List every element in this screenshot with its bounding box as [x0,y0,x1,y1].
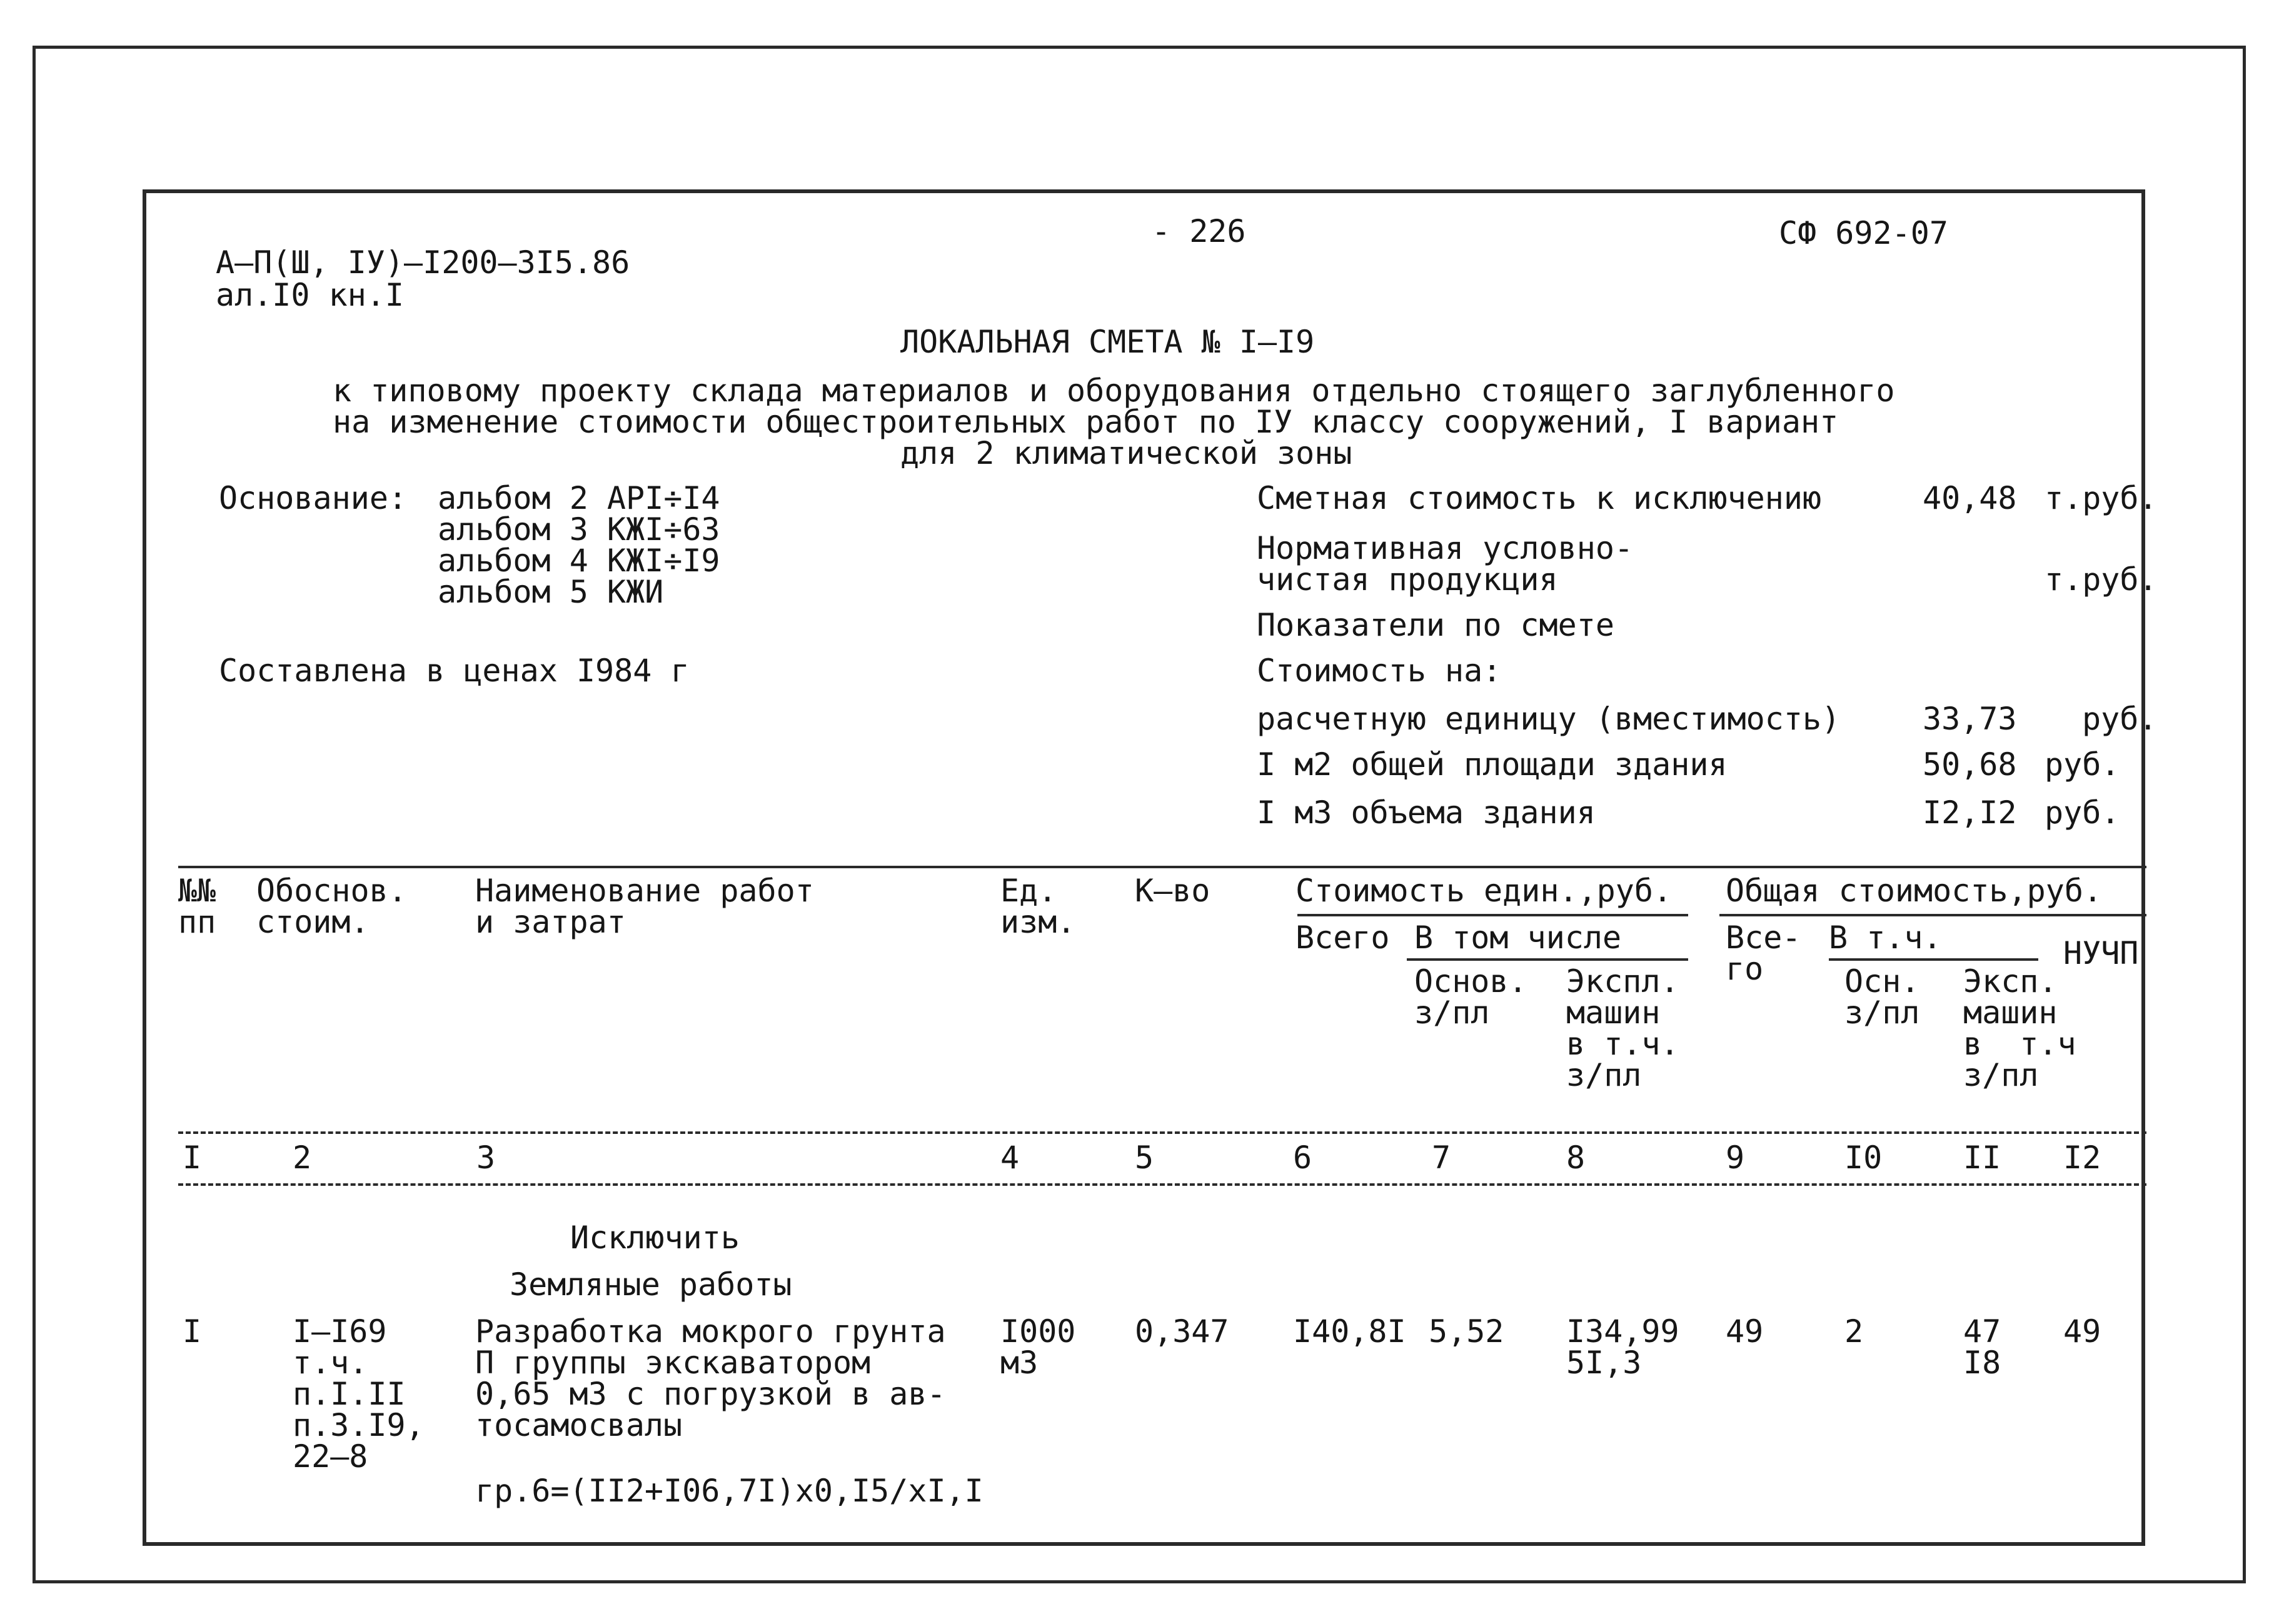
indicator-unit-area: руб. [2045,746,2120,783]
row-total-machines: 47 I8 [1963,1313,2001,1381]
column-number-9: 9 [1726,1140,1745,1176]
column-number-11: II [1963,1140,2001,1176]
column-number-2: 2 [293,1140,312,1176]
header-unit-machines: Экспл. машин в т.ч. з/пл [1566,963,1679,1093]
row-basis: I–I69 т.ч. п.I.II п.3.I9, 22–8 [293,1313,425,1475]
indicator-value-unit: 33,73 [1923,701,2017,737]
column-numbers-bottom-rule [178,1183,2146,1186]
page-number: - 226 [1152,213,1246,249]
header-quantity: К–во [1135,873,1210,909]
estimate-title: ЛОКАЛЬНАЯ СМЕТА № I–I9 [900,324,1315,360]
header-total-all: Все- го [1726,920,1801,987]
column-number-1: I [183,1140,202,1176]
header-unit-cost: Стоимость един.,руб. [1295,873,1673,909]
column-number-7: 7 [1432,1140,1451,1176]
indicator-unit-volume: руб. [2045,794,2120,831]
header-total-cost: Общая стоимость,руб. [1726,873,2103,909]
basis-album-4: альбом 4 КЖI÷I9 [438,543,720,579]
row-total-wage: 2 [1844,1313,1864,1350]
title-line-3: для 2 климатической зоны [900,435,1352,471]
column-number-5: 5 [1135,1140,1154,1176]
unit-cost-underline [1297,914,1688,916]
indicator-label-area: I м2 общей площади здания [1257,746,1728,783]
column-number-6: 6 [1293,1140,1312,1176]
column-number-3: 3 [476,1140,496,1176]
indicator-value-volume: I2,I2 [1923,794,2017,831]
basis-album-2: альбом 2 АРI÷I4 [438,480,720,516]
row-unit-machines: I34,99 5I,3 [1566,1313,1679,1381]
basis-album-3: альбом 3 КЖI÷63 [438,511,720,548]
row-unit: I000 м3 [1000,1313,1076,1381]
table-top-rule [178,866,2146,868]
header-num: №№ пп [178,873,216,940]
header-basis: Обоснов. стоим. [256,873,407,940]
column-number-8: 8 [1566,1140,1586,1176]
indicator-label-volume: I м3 объема здания [1257,794,1596,831]
total-cost-underline [1719,914,2146,916]
title-line-1: к типовому проекту склада материалов и оборудования отдельно стоящего заглубленного [333,373,1895,409]
header-total-wage: Осн. з/пл [1844,963,1920,1031]
unit-incl-underline [1407,958,1688,961]
price-basis: Составлена в ценах I984 г [219,653,690,689]
column-number-10: I0 [1844,1140,1883,1176]
excluded-cost-label: Сметная стоимость к исключению [1257,480,1822,516]
header-total-incl: В т.ч. [1829,920,1942,956]
basis-album-5: альбом 5 КЖИ [438,574,664,610]
normative-unit: т.руб. [2045,561,2158,598]
cost-on-label: Стоимость на: [1257,653,1502,689]
header-unit-incl: В том числе [1414,920,1622,956]
section-exclude: Исключить [570,1220,740,1256]
excluded-cost-unit: т.руб. [2045,480,2158,516]
title-line-2: на изменение стоимости общестроительных работ по IУ классу сооружений, I вариант [333,404,1839,440]
header-unit-wage: Основ. з/пл [1414,963,1527,1031]
row-unit-total: I40,8I [1293,1313,1406,1350]
column-number-4: 4 [1000,1140,1020,1176]
column-number-12: I2 [2063,1140,2101,1176]
normative-label-2: чистая продукция [1257,561,1558,598]
row-num: I [183,1313,202,1350]
row-total-all: 49 [1726,1313,1764,1350]
row-unit-wage: 5,52 [1429,1313,1504,1350]
row-work-name: Разработка мокрого грунта П группы экскаватором 0,65 м3 с погрузкой в ав- тосамосвалы [475,1313,946,1443]
row-quantity: 0,347 [1135,1313,1229,1350]
row-nuchp: 49 [2063,1313,2101,1350]
header-unit: Ед. изм. [1000,873,1076,940]
indicator-label-unit: расчетную единицу (вместимость) [1257,701,1841,737]
header-total-machines: Эксп. машин в т.ч з/пл [1963,963,2076,1093]
indicator-unit-unit: руб. [2082,701,2158,737]
doc-code: А–П(Ш, IУ)–I200–3I5.86 [216,244,630,281]
total-incl-underline [1829,958,2038,961]
row-formula: гр.6=(II2+I06,7I)х0,I5/хI,I [475,1473,984,1509]
indicator-value-area: 50,68 [1923,746,2017,783]
stamp-code: СФ 692-07 [1779,215,1948,251]
album-reference: ал.I0 кн.I [216,277,405,313]
normative-label-1: Нормативная условно- [1257,530,1634,566]
header-nuchp: НУЧП [2063,935,2139,971]
header-unit-total: Всего [1295,920,1390,956]
indicators-label: Показатели по смете [1257,607,1614,643]
column-numbers-top-rule [178,1131,2146,1134]
section-earthworks: Земляные работы [510,1266,792,1303]
excluded-cost-value: 40,48 [1923,480,2017,516]
basis-label: Основание: [219,480,408,516]
header-work-name: Наименование работ и затрат [475,873,814,940]
